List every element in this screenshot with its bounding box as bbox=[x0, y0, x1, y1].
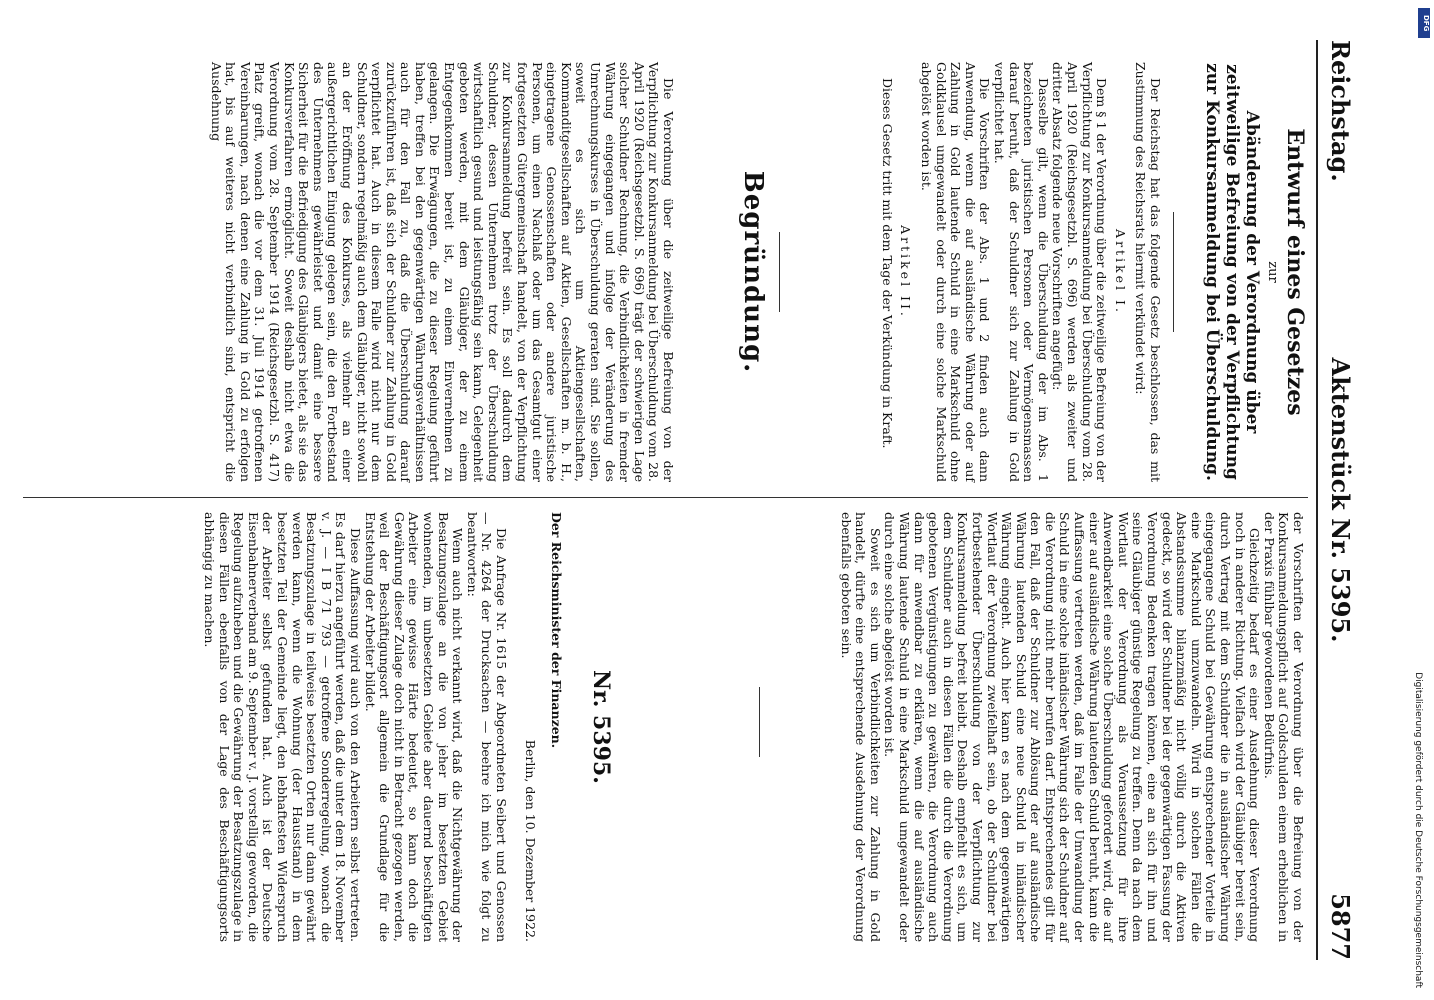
continuation-body bbox=[838, 512, 1306, 942]
artikel-1-paragraph-2: Dasselbe gilt, wenn die Überschuldung der im Abs. 1 bezeichneten juristischen Personen oder Vermögensmassen darauf beruht, daß der Schuldner sich zur Zahlung in Gold verpflichtet hat. bbox=[992, 62, 1051, 482]
anfrage-text: Die Anfrage Nr. 1615 der Abgeordneten Seibert und Genossen — Nr. 4264 der Drucksachen — beehre ich mich wie folgt zu beantworten: bbox=[464, 512, 509, 942]
continuation-paragraph-3: Soweit es sich um Verbindlichkeiten zur Zahlung in Gold handelt, dürfte eine entsprechende Ausdehnung der Verordnung ebenfalls geboten sein. bbox=[838, 512, 883, 942]
bill-intro: Der Reichstag hat das folgende Gesetz beschlossen, das mit Zustimmung des Reichsrats hiermit verkündet wird: bbox=[1133, 62, 1163, 482]
header-center: Aktenstück Nr. 5395. bbox=[1326, 357, 1355, 643]
answer-paragraph-2: Diese Auffassung wird auch von den Arbeitern selbst vertreten. Es darf hierzu angeführt werden, daß die unter dem 18. November v. J. — I B 71 793 — getroffene Sonderregelung, wonach die Besatzungszulage in teilweise besetzten Orten nur dann gewährt werden kann, wenn die Wohnung (der Hausstand) in dem besetzten Teil der Gemeinde liegt, den lebhaftesten Widerspruch der Arbeiter selbst gefunden hat. Auch ist der Deutsche Eisenbahnerverband am 9. September v. J. vorstellig geworden, die Regelung aufzuheben und die Gewährung der Besatzungszulage in diesen Fällen ebenfalls von der Lage des Beschäftigungsorts abhängig zu machen. bbox=[202, 512, 364, 942]
bill-title-line1: Entwurf eines Gesetzes bbox=[1282, 128, 1308, 416]
page-header bbox=[1319, 40, 1355, 960]
answer-body bbox=[23, 512, 508, 942]
bill-title bbox=[1188, 62, 1308, 482]
begruendung-text: Die Verordnung über die zeitweilige Befreiung von der Verpflichtung zur Konkursanmeldung bei Überschuldung vom 28. April 1920 (Reichsgesetzbl. S. 696) trägt der schwierigen Lage solcher Schuldner Rechnung, die Verbindlichkeiten in fremder Währung eingegangen und infolge der Veränderung des Umrechnungskurses in Überschuldung geraten sind. Sie sollen, soweit es sich um Aktiengesellschaften, Kommanditgesellschaften auf Aktien, Gesellschaften m. b. H., eingetragene Genossenschaften oder andere juristische Personen, um einen Nachlaß oder um das Gesamtgut einer fortgesetzten Gütergemeinschaft handelt, von der Verpflichtung zur Konkursanmeldung befreit sein. Es soll dadurch dem Schuldner, dessen Unternehmen trotz der Überschuldung wirtschaftlich gesund und leistungsfähig sein kann, Gelegenheit geboten werden, mit dem Gläubiger, der zu einem Entgegenkommen bereit ist, zu einem Einvernehmen zu gelangen. Die Erwägungen, die zu dieser Regelung geführt haben, treffen bei den gegenwärtigen Währungsverhältnissen auch für den Fall zu, daß die Überschuldung darauf zurückzuführen ist, daß sich der Schuldner zur Zahlung in Gold verpflichtet hat. Auch in diesem Falle wird nicht nur dem Schuldner, sondern regelmäßig auch dem Gläubiger, nicht sowohl an der Eröffnung des Konkurses, als vielmehr an einer außergerichtlichen Einigung gelegen sein, die den Fortbestand des Unternehmens gewährleistet und damit eine bessere Sicherheit für die Befriedigung des Gläubigers bietet, als sie das Konkursverfahren ermöglicht. Soweit deshalb nicht etwa die Verordnung vom 28. September 1914 (Reichsgesetzbl. S. 417) Platz greift, wonach die vor dem 31. Juli 1914 getroffenen Vereinbarungen, nach denen eine Zahlung in Gold zu erfolgen hat, bis auf weiteres nicht verbindlich sind, entspricht die Ausdehnung bbox=[208, 62, 676, 482]
bill-title-zur: zur bbox=[1265, 261, 1280, 283]
continuation-text: der Vorschriften der Verordnung über die Befreiung von der Konkursanmeldungspflicht auf Goldschulden einem erheblichen in der Praxis fühlbar gewordenen Bedürfnis. bbox=[1261, 512, 1306, 942]
answer-paragraph-1: Wenn auch nicht verkannt wird, daß die Nichtgewährung der Besatzungszulage an die von jeher im besetzten Gebiet wohnenden, im unbesetzten Gebiete aber dauernd beschäftigten Arbeiter eine gewisse Härte bedeutet, so kann doch die Gewährung dieser Zulage doch nicht in Betracht gezogen werden, weil der Beschäftigungsort allgemein die Grundlage für die Entstehung der Arbeiter bildet. bbox=[362, 512, 466, 942]
section-rule bbox=[779, 232, 780, 312]
date-line: Berlin, den 10. Dezember 1922. bbox=[523, 739, 538, 942]
column-divider bbox=[23, 497, 1308, 498]
page-number: 5877 bbox=[1326, 893, 1355, 960]
continuation-paragraph-2: Gleichzeitig bedarf es einer Ausdehnung dieser Verordnung noch in anderer Richtung. Vielfach wird der Gläubiger bereit sein, durch Vertrag mit dem Schuldner die in ausländischer Währung eingegangene Schuld bei Gewährung entsprechender Vorteile in eine Markschuld umzuwandeln. Wird in solchen Fällen die Abstandssumme bilanzmäßig nicht völlig durch die Aktiven gedeckt, so wird der Schuldner bei der gegenwärtigen Fassung der Verordnung Bedenken tragen können, eine an sich für ihn und seine Gläubiger günstige Regelung zu treffen. Denn da nach dem Wortlaut der Verordnung als Voraussetzung für ihre Anwendbarkeit eine solche Überschuldung gefordert wird, die auf einer auf ausländische Währung lautenden Schuld beruht, kann die Auffassung vertreten werden, daß im Falle der Umwandlung der Schuld in eine solche inländischer Währung sich der Schuldner auf die Verordnung nicht mehr berufen darf. Entsprechendes gilt für den Fall, daß der Schuldner zur Ablösung der auf ausländische Währung lautenden Schuld eine neue Schuld in inländischer Währung eingeht. Auch hier kann es nach dem gegenwärtigen Wortlaut der Verordnung zweifelhaft sein, ob der Schuldner bei fortbestehender Überschuldung von der Verpflichtung zur Konkursanmeldung befreit bleibt. Deshalb empfiehlt es sich, um dem Schuldner auch in diesen Fällen die durch die Verordnung gebotenen Vergünstigungen zu gewähren, die Verordnung auch dann für anwendbar zu erklären, wenn die auf ausländische Währung lautende Schuld in eine Markschuld umgewandelt oder durch eine solche abgelöst worden ist. bbox=[882, 512, 1263, 942]
bill-body bbox=[852, 62, 1162, 482]
bill-title-line2: Abänderung der Verordnung über zeitweilige Befreiung von der Verpflichtung zur Konkursanmeldung bei Überschuldung. bbox=[1202, 63, 1262, 481]
begruendung-body bbox=[25, 62, 675, 482]
artikel-2-text: Dieses Gesetz tritt mit dem Tage der Verkündung in Kraft. bbox=[879, 78, 895, 449]
artikel-2-heading: Artikel II. bbox=[898, 225, 914, 319]
title-rule bbox=[1173, 212, 1174, 332]
begruendung-heading: Begründung. bbox=[738, 170, 768, 374]
artikel-1-text: Dem § 1 der Verordnung über die zeitweilige Befreiung von der Verpflichtung zur Konkursanmeldung bei Überschuldung vom 28. April 1920 (Reichsgesetzbl. S. 696) werden als zweiter und dritter Absatz folgende neue Vorschriften angefügt: bbox=[1050, 62, 1110, 482]
artikel-1-heading: Artikel I. bbox=[1112, 229, 1128, 315]
dfg-logo-badge: DFG bbox=[1418, 8, 1430, 38]
digitization-note bbox=[1404, 8, 1432, 988]
minister-line: Der Reichsminister der Finanzen. bbox=[549, 512, 564, 749]
header-rule bbox=[1316, 40, 1318, 960]
digitization-note-text: Digitalisierung gefördert durch die Deutsche Forschungsgemeinschaft bbox=[1413, 672, 1423, 988]
header-left: Reichstag. bbox=[1326, 40, 1355, 182]
nr-heading: Nr. 5395. bbox=[588, 670, 614, 784]
right-section-rule bbox=[759, 687, 760, 757]
artikel-1-paragraph-3: Die Vorschriften der Abs. 1 und 2 finden auch dann Anwendung, wenn die auf ausländische Währung oder auf Zahlung in Gold lautende Schuld in eine Markschuld ohne Goldklausel umgewandelt oder durch eine solche Markschuld abgelöst worden ist. bbox=[919, 62, 993, 482]
